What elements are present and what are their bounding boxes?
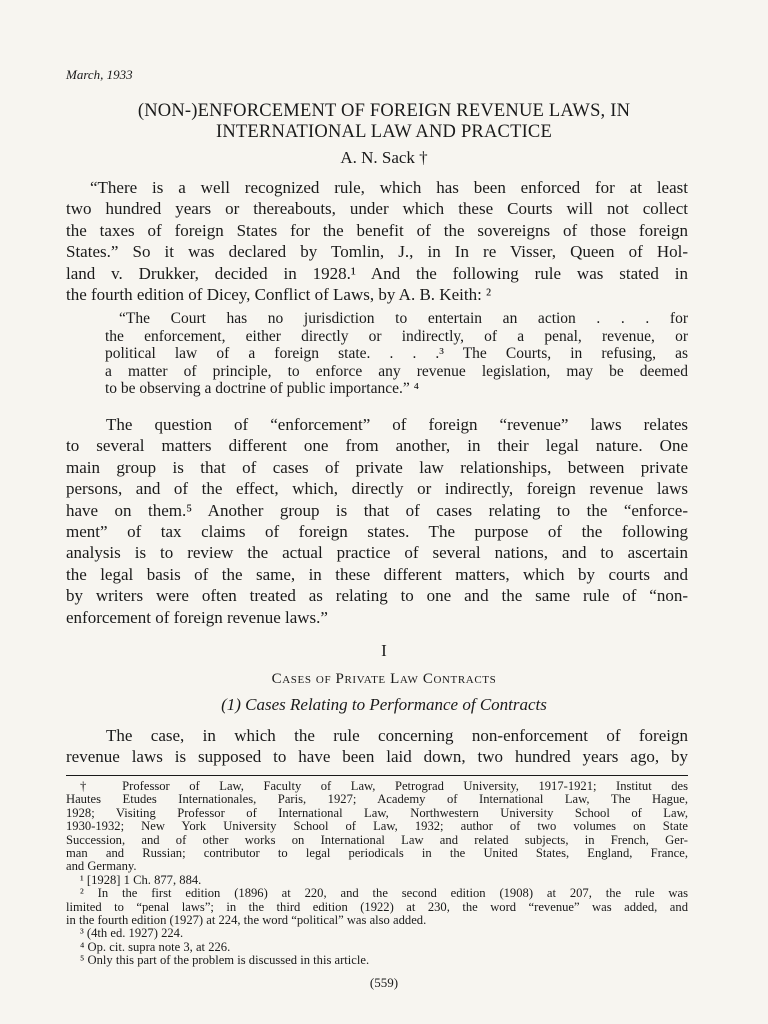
article-title: [60, 101, 708, 143]
footnote-line: 1930-1932; New York University School of Law, 1932; author of two volumes on State: [66, 819, 688, 834]
quote-line: the enforcement, either directly or indirectly, of a penal, revenue, or: [105, 327, 688, 345]
footnote-line: man and Russian; contributor to legal periodicals in the United States, England, France,: [66, 846, 688, 861]
footnote-line: and Germany.: [66, 859, 137, 874]
paragraph-line: ment” of tax claims of foreign states. The purpose of the following: [66, 522, 688, 542]
footnote-line: † Professor of Law, Faculty of Law, Petrograd University, 1917-1921; Institut des: [80, 779, 688, 793]
paragraph-line: to several matters different one from another, in their legal nature. One: [66, 436, 688, 456]
section-number: I: [381, 641, 387, 660]
quote-line: to be observing a doctrine of public importance.” ⁴: [105, 380, 420, 398]
article-title-line-2: INTERNATIONAL LAW AND PRACTICE: [216, 122, 552, 142]
footnotes: [66, 780, 688, 968]
quote-line: a matter of principle, to enforce any revenue legislation, may be deemed: [105, 362, 688, 380]
paragraph-line: by writers were often treated as relating to one and the same rule of “non-: [66, 586, 688, 606]
paragraph-line: main group is that of cases of private law relationships, between private: [66, 457, 688, 477]
paragraph-line: The case, in which the rule concerning non-enforcement of foreign: [106, 726, 688, 745]
footnote-line: in the fourth edition (1927) at 224, the word “political” was also added.: [66, 913, 427, 928]
footnote-line: ⁴ Op. cit. supra note 3, at 226.: [80, 939, 231, 954]
footnote-divider: [66, 775, 688, 776]
footnote-line: Succession, and of other works on International Law and related subjects, in French, Ger-: [66, 832, 688, 847]
paragraph-line: The question of “enforcement” of foreign “revenue” laws relates: [106, 415, 688, 434]
subsection-heading-text: (1) Cases Relating to Performance of Contracts: [221, 695, 547, 714]
paragraph-line: two hundred years or thereabouts, under which these Courts will not collect: [66, 199, 688, 219]
footnote-line: ¹ [1928] 1 Ch. 877, 884.: [80, 872, 202, 887]
paragraph-line: have on them.⁵ Another group is that of cases relating to the “enforce-: [66, 500, 688, 520]
intro-paragraph: [66, 177, 688, 305]
issue-date: March, 1933: [66, 67, 133, 82]
footnote-line: ² In the first edition (1896) at 220, and the second edition (1908) at 207, the rule was: [80, 886, 688, 901]
paragraph-line: persons, and of the effect, which, directly or indirectly, foreign revenue laws: [66, 479, 688, 499]
paragraph-line: land v. Drukker, decided in 1928.¹ And the following rule was stated in: [66, 263, 688, 283]
footnote-line: ³ (4th ed. 1927) 224.: [80, 926, 184, 941]
footnote-line: 1928; Visiting Professor of International Law, Northwestern University School of Law,: [66, 805, 688, 820]
paragraph-line: analysis is to review the actual practice of several nations, and to ascertain: [66, 543, 688, 563]
paragraph-line: “There is a well recognized rule, which has been enforced for at least: [90, 178, 688, 197]
footnote-line: ⁵ Only this part of the problem is discussed in this article.: [80, 953, 370, 968]
quote-line: political law of a foreign state. . . .³ The Courts, in refusing, as: [105, 345, 688, 363]
footnote-line: Hautes Etudes Internationales, Paris, 1927; Academy of International Law, The Hague,: [66, 792, 688, 807]
paragraph-line: the taxes of foreign States for the benefit of the sovereigns of those foreign: [66, 220, 688, 240]
paragraph-line: revenue laws is supposed to have been laid down, two hundred years ago, by: [66, 747, 688, 767]
second-paragraph: [66, 414, 688, 628]
paragraph-line: the fourth edition of Dicey, Conflict of Laws, by A. B. Keith: ²: [66, 285, 492, 305]
paragraph-line: States.” So it was declared by Tomlin, J., in In re Visser, Queen of Hol-: [66, 242, 688, 262]
section-heading: Cases of Private Law Contracts: [271, 671, 497, 687]
page-number: (559): [369, 975, 399, 990]
paragraph-line: enforcement of foreign revenue laws.”: [66, 607, 328, 627]
author-byline: A. N. Sack †: [340, 148, 428, 167]
paragraph-line: the legal basis of the same, in these different matters, which by courts and: [66, 564, 688, 584]
third-paragraph: [66, 725, 688, 768]
block-quote: [105, 310, 688, 398]
article-title-line-1: (NON-)ENFORCEMENT OF FOREIGN REVENUE LAWS, IN: [137, 101, 631, 121]
quote-line: “The Court has no jurisdiction to entertain an action . . . for: [119, 310, 688, 327]
footnote-line: limited to “penal laws”; in the third edition (1922) at 230, the word “revenue” was added, and: [66, 899, 688, 914]
subsection-heading: [60, 695, 708, 715]
